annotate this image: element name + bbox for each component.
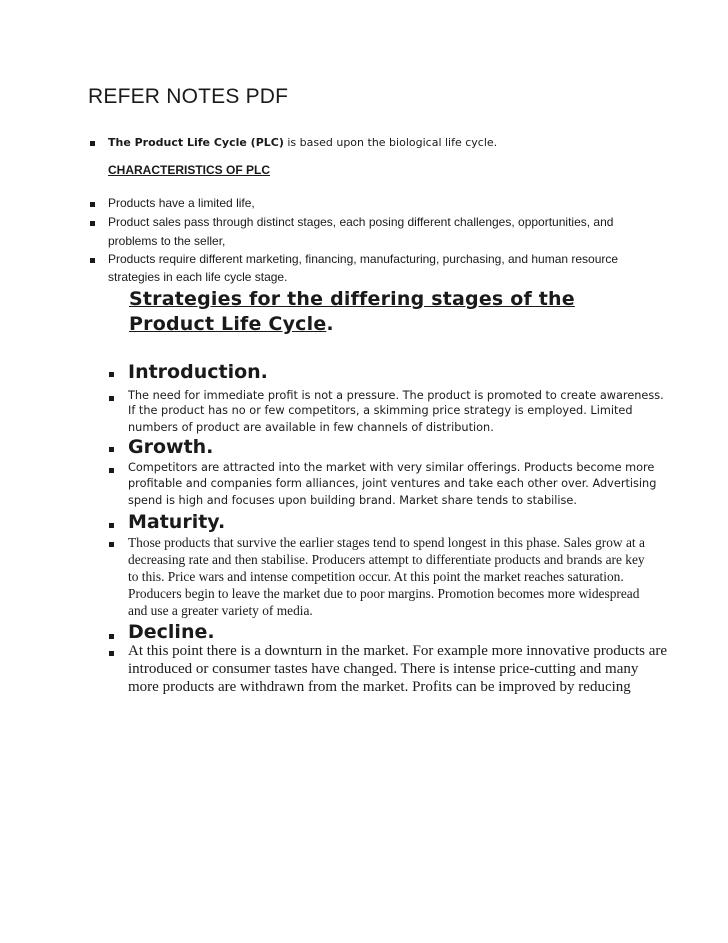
bullet-icon	[109, 468, 114, 473]
bullet-icon	[109, 634, 114, 639]
strategies-heading-line-1: Strategies for the differing stages of the	[129, 288, 575, 310]
introduction-line-3: numbers of product are available in few channels of distribution.	[128, 421, 494, 434]
decline-line-2: introduced or consumer tastes have changed. There is intense price-cutting and many	[128, 661, 639, 677]
bullet-icon	[109, 396, 114, 401]
bullet-icon	[90, 221, 95, 226]
bullet-icon	[109, 542, 114, 547]
stage-heading-decline: Decline.	[128, 621, 215, 643]
characteristic-item-3-line-2: strategies in each life cycle stage.	[108, 270, 288, 284]
plc-intro-text	[108, 136, 497, 149]
maturity-line-4: Producers begin to leave the market due to poor margins. Promotion becomes more widespread	[128, 586, 640, 601]
bullet-icon	[90, 258, 95, 263]
bullet-icon	[109, 447, 114, 452]
bullet-icon	[90, 141, 95, 146]
bullet-icon	[90, 202, 95, 207]
strategies-heading-text: Product Life Cycle	[129, 313, 327, 335]
introduction-line-1: The need for immediate profit is not a pressure. The product is promoted to create awareness.	[128, 389, 664, 402]
document-title: REFER NOTES PDF	[88, 85, 289, 108]
bullet-icon	[109, 523, 114, 528]
maturity-line-5: and use a greater variety of media.	[128, 603, 313, 618]
characteristics-heading: CHARACTERISTICS OF PLC	[108, 163, 270, 177]
maturity-line-1: Those products that survive the earlier stages tend to spend longest in this phase. Sales grow at a	[128, 535, 645, 550]
maturity-line-3: to this. Price wars and intense competition occur. At this point the market reaches saturation.	[128, 569, 624, 584]
decline-line-3: more products are withdrawn from the market. Profits can be improved by reducing	[128, 679, 631, 695]
maturity-line-2: decreasing rate and then stabilise. Producers attempt to differentiate products and brands are key	[128, 552, 645, 567]
decline-line-1: At this point there is a downturn in the market. For example more innovative products are	[128, 643, 668, 659]
growth-line-1: Competitors are attracted into the market with very similar offerings. Products become more	[128, 461, 655, 474]
strategies-heading-suffix: .	[326, 313, 334, 335]
characteristic-item-2-line-1: Product sales pass through distinct stages, each posing different challenges, opportunities, and	[108, 215, 614, 229]
stage-heading-introduction: Introduction.	[128, 361, 268, 383]
characteristic-item-3-line-1: Products require different marketing, financing, manufacturing, purchasing, and human resource	[108, 252, 619, 266]
introduction-line-2: If the product has no or few competitors, a skimming price strategy is employed. Limited	[128, 404, 633, 417]
bullet-icon	[109, 651, 114, 656]
bullet-icon	[109, 372, 114, 377]
characteristic-item-1: Products have a limited life,	[108, 196, 255, 210]
plc-intro-bold: The Product Life Cycle (PLC)	[108, 136, 284, 149]
growth-line-3: spend is high and focuses upon building brand. Market share tends to stabilise.	[128, 494, 577, 507]
stage-heading-maturity: Maturity.	[128, 511, 226, 533]
stage-heading-growth: Growth.	[128, 436, 214, 458]
strategies-heading-line-2	[129, 313, 334, 335]
plc-intro-rest: is based upon the biological life cycle.	[283, 136, 498, 149]
growth-line-2: profitable and companies form alliances, joint ventures and take each other over. Advertising	[128, 477, 657, 490]
characteristic-item-2-line-2: problems to the seller,	[108, 234, 226, 248]
